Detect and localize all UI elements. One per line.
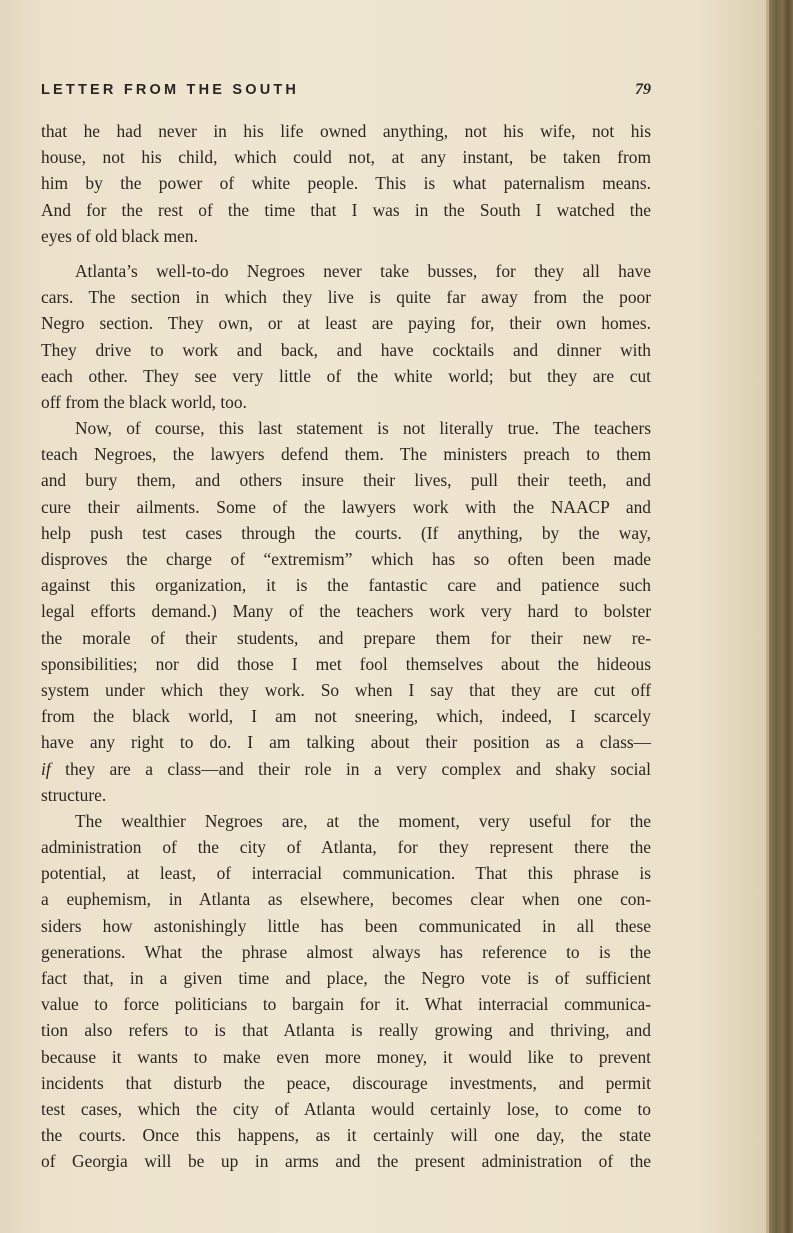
paragraph-4 [41, 808, 651, 1175]
text-line: from the black world, I am not sneering, which, indeed, I scarcely [41, 706, 651, 727]
text-line: siders how astonishingly little has been communicated in all these [41, 915, 651, 936]
paragraph-1 [41, 118, 651, 249]
book-spine-edge [769, 0, 793, 1233]
text-line: legal efforts demand.) Many of the teachers work very hard to bolster [41, 601, 651, 622]
paragraph-3 [41, 415, 651, 808]
text-line: against this organization, it is the fantastic care and patience such [41, 575, 651, 596]
text-line: a euphemism, in Atlanta as elsewhere, becomes clear when one con- [41, 889, 651, 910]
text-line: The wealthier Negroes are, at the moment, very useful for the [75, 810, 651, 831]
text-line: help push test cases through the courts. (If anything, by the way, [41, 522, 651, 543]
text-line: incidents that disturb the peace, discourage investments, and permit [41, 1072, 651, 1093]
text-line: cars. The section in which they live is quite far away from the poor [41, 287, 651, 308]
text-line: him by the power of white people. This is what paternalism means. [41, 173, 651, 194]
text-line: They drive to work and back, and have cocktails and dinner with [41, 339, 651, 360]
text-line: off from the black world, too. [41, 391, 247, 412]
running-head-title: LETTER FROM THE SOUTH [41, 82, 300, 98]
text-line: structure. [41, 784, 107, 805]
text-line: the courts. Once this happens, as it certainly will one day, the state [41, 1125, 651, 1146]
text-line: And for the rest of the time that I was in the South I watched the [41, 199, 651, 220]
text-line: generations. What the phrase almost always has reference to is the [41, 941, 651, 962]
text-line: sponsibilities; nor did those I met fool themselves about the hideous [41, 653, 651, 674]
text-line: administration of the city of Atlanta, for they represent there the [41, 837, 651, 858]
text-line: Atlanta’s well-to-do Negroes never take busses, for they all have [75, 260, 651, 281]
text-line: potential, at least, of interracial communication. That this phrase is [41, 863, 651, 884]
emphasis-word: if [41, 758, 51, 779]
text-line: house, not his child, which could not, at any instant, be taken from [41, 147, 651, 168]
text-line: if they are a class—and their role in a very complex and shaky social [41, 758, 651, 779]
paragraph-2 [41, 258, 651, 415]
text-line: fact that, in a given time and place, the Negro vote is of sufficient [41, 968, 651, 988]
text-line: have any right to do. I am talking about their position as a class— [41, 732, 651, 753]
text-line: value to force politicians to bargain for it. What interracial communica- [41, 994, 651, 1015]
text-line: test cases, which the city of Atlanta would certainly lose, to come to [41, 1098, 651, 1119]
text-line: the morale of their students, and prepare them for their new re- [41, 627, 651, 648]
text-line: because it wants to make even more money, it would like to prevent [41, 1046, 651, 1067]
text-line: disproves the charge of “extremism” which has so often been made [41, 549, 651, 569]
text-line: that he had never in his life owned anything, not his wife, not his [41, 121, 651, 141]
text-line: eyes of old black men. [41, 225, 198, 246]
text-line: of Georgia will be up in arms and the present administration of the [41, 1151, 651, 1172]
section-break [41, 249, 651, 258]
text-line: Negro section. They own, or at least are paying for, their own homes. [41, 313, 651, 334]
page-number: 79 [635, 81, 651, 98]
text-line: Now, of course, this last statement is not literally true. The teachers [75, 418, 651, 439]
text-line: and bury them, and others insure their lives, pull their teeth, and [41, 470, 651, 491]
text-line: cure their ailments. Some of the lawyers work with the NAACP and [41, 496, 651, 517]
text-line: system under which they work. So when I say that they are cut off [41, 679, 651, 700]
running-head [41, 82, 651, 106]
text-line: tion also refers to is that Atlanta is really growing and thriving, and [41, 1020, 651, 1041]
text-line: each other. They see very little of the white world; but they are cut [41, 365, 651, 386]
text-line: teach Negroes, the lawyers defend them. The ministers preach to them [41, 444, 651, 465]
body-text [41, 118, 651, 1175]
